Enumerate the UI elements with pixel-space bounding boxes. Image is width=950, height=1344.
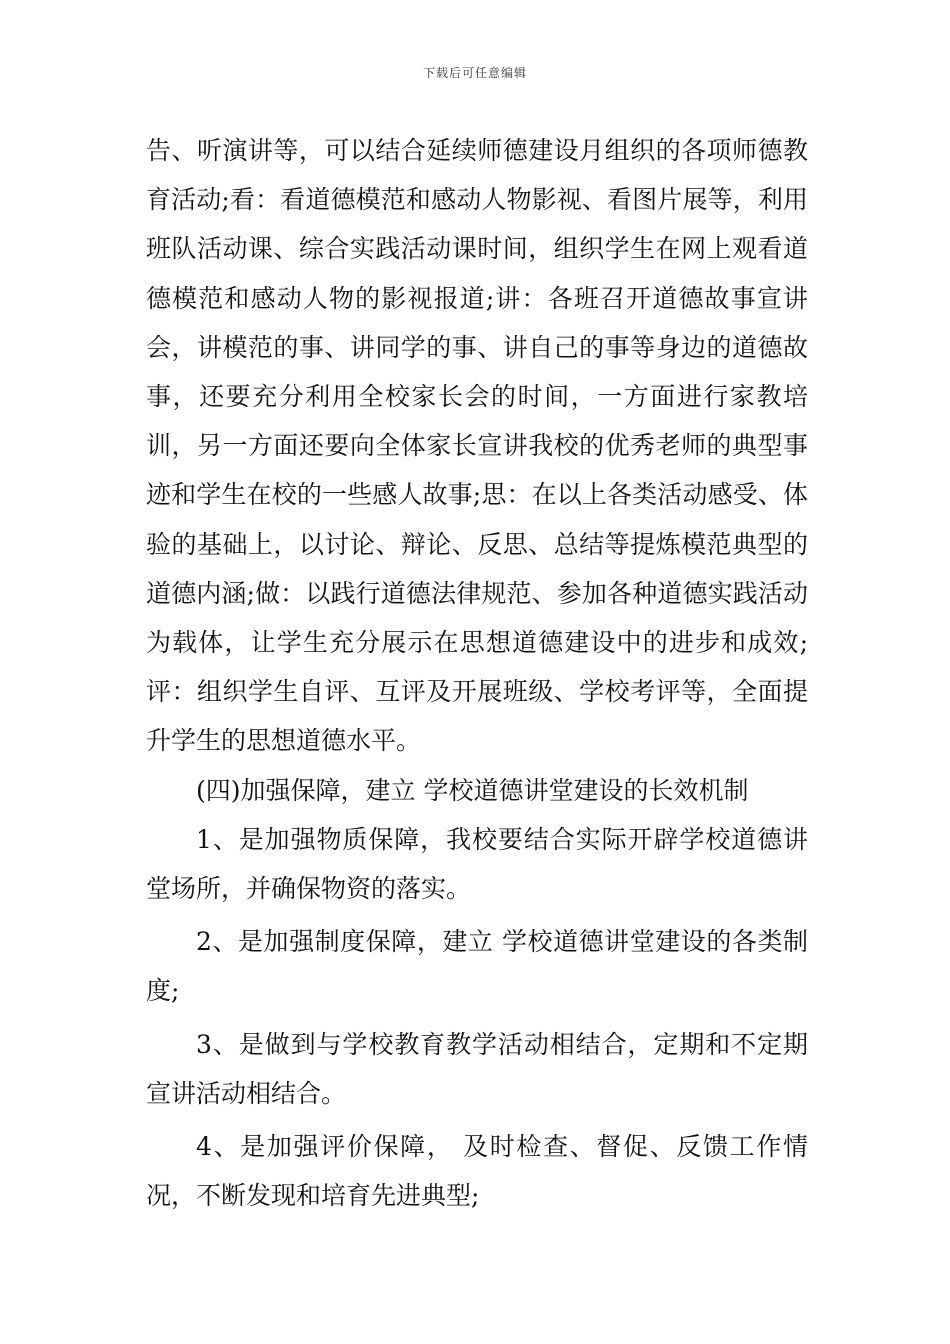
paragraph-item-2: 2、是加强制度保障，建立 学校道德讲堂建设的各类制度; <box>146 927 808 1006</box>
section-heading-safeguards: (四)加强保障，建立 学校道德讲堂建设的长效机制 <box>196 775 749 805</box>
page-header: 下载后可任意编辑 <box>422 66 527 80</box>
paragraph-item-3: 3、是做到与学校教育教学活动相结合，定期和不定期宣讲活动相结合。 <box>146 1029 808 1108</box>
paragraph-activities: 告、听演讲等，可以结合延续师德建设月组织的各项师德教育活动;看：看道德模范和感动人物影视、看图片展等，利用班队活动课、综合实践活动课时间，组织学生在网上观看道德模范和感动人物的影视报道;讲：各班召开道德故事宣讲会，讲模范的事、讲同学的事、讲自己的事等身边的道德故事，还要充分利用全校家长会的时间，一方面进行家教培训，另一方面还要向全体家长宣讲我校的优秀老师的典型事迹和学生在校的一些感人故事;思：在以上各类活动感受、体验的基础上，以讨论、辩论、反思、总结等提炼模范典型的道德内涵;做：以践行道德法律规范、参加各种道德实践活动为载体，让学生充分展示在思想道德建设中的进步和成效;评：组织学生自评、互评及开展班级、学校考评等，全面提升学生的思想道德水平。 <box>146 136 808 756</box>
document-body <box>146 126 808 1220</box>
paragraph-item-1: 1、是加强物质保障，我校要结合实际开辟学校道德讲堂场所，并确保物资的落实。 <box>146 824 808 904</box>
paragraph-item-4: 4、是加强评价保障， 及时检查、督促、反馈工作情况，不断发现和培育先进典型; <box>146 1132 808 1211</box>
